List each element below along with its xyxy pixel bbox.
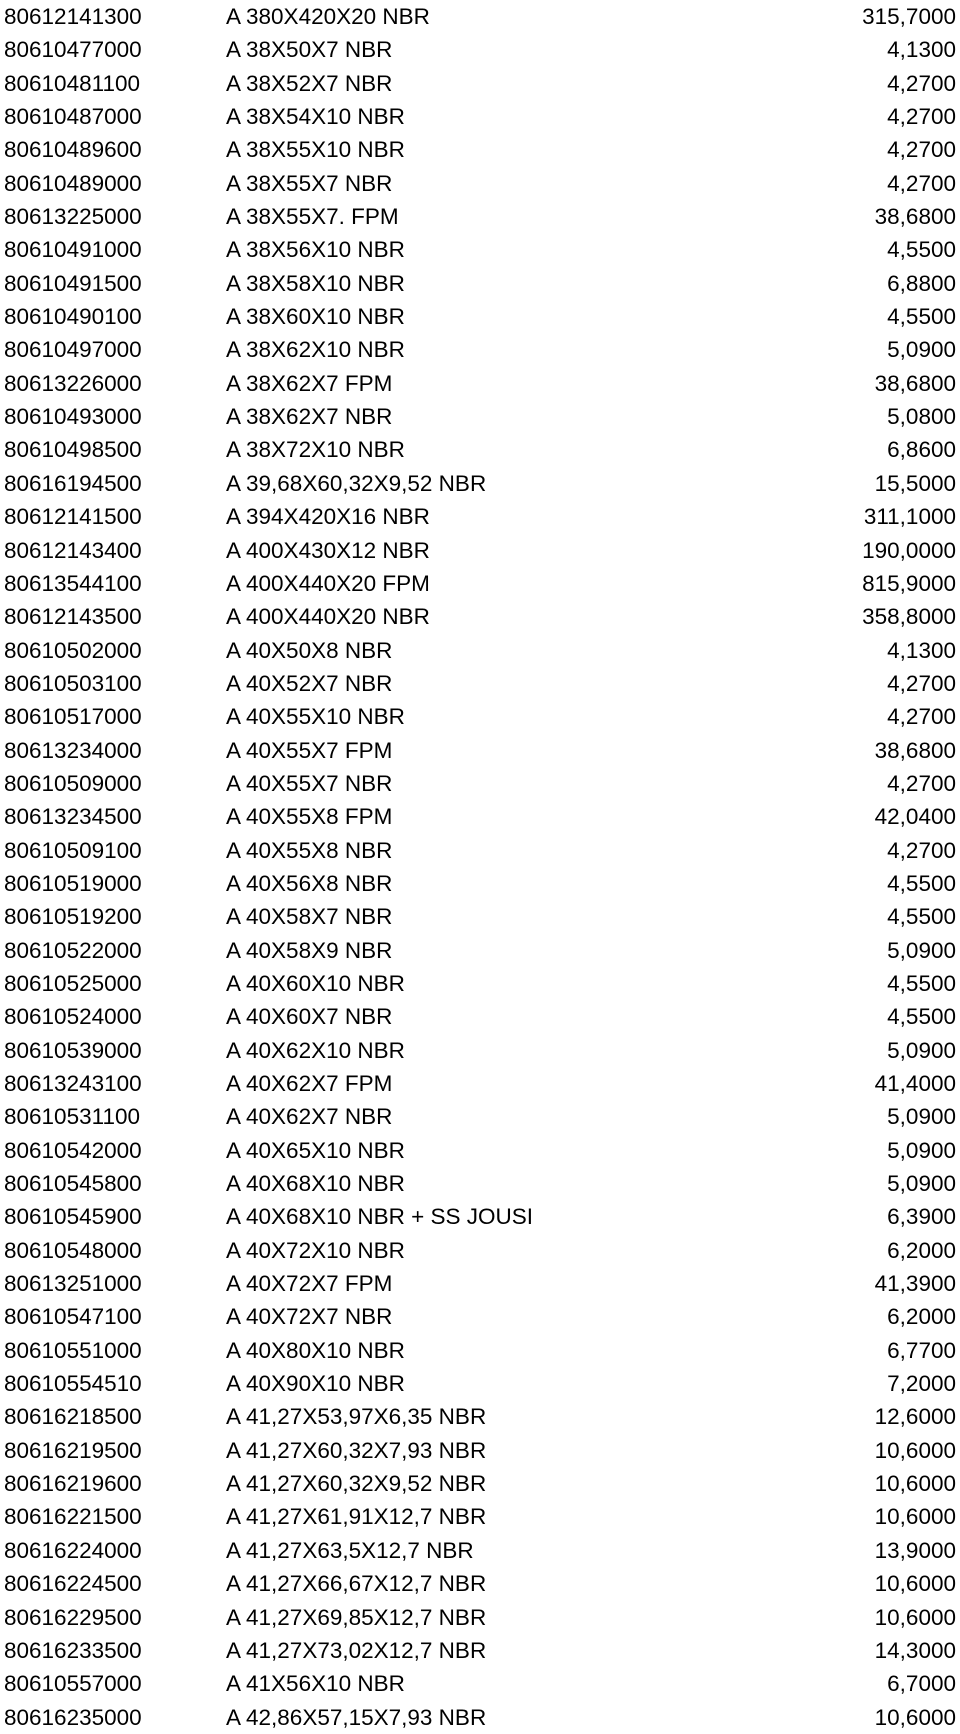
item-description: A 400X440X20 NBR	[226, 604, 430, 630]
list-item	[0, 734, 960, 767]
list-item	[0, 600, 960, 633]
item-description: A 40X58X7 NBR	[226, 904, 393, 930]
item-code: 80610522000	[4, 937, 142, 963]
list-item	[0, 667, 960, 700]
item-description: A 41,27X60,32X9,52 NBR	[226, 1471, 487, 1497]
item-code: 80610525000	[4, 970, 142, 996]
item-description: A 41,27X73,02X12,7 NBR	[226, 1637, 487, 1663]
item-description: A 42,86X57,15X7,93 NBR	[226, 1704, 487, 1730]
item-code: 80616221500	[4, 1504, 142, 1530]
list-item	[0, 1267, 960, 1300]
item-price: 6,7000	[887, 1671, 956, 1697]
item-description: A 38X55X7 NBR	[226, 170, 393, 196]
item-description: A 40X50X8 NBR	[226, 637, 393, 663]
list-item	[0, 1100, 960, 1133]
item-code: 80610489000	[4, 170, 142, 196]
item-code: 80610481100	[4, 70, 140, 96]
item-price: 6,7700	[887, 1337, 956, 1363]
item-description: A 40X72X7 FPM	[226, 1271, 393, 1297]
item-code: 80610545900	[4, 1204, 142, 1230]
item-price: 15,5000	[874, 470, 956, 496]
item-code: 80610509000	[4, 770, 142, 796]
item-code: 80610490100	[4, 304, 142, 330]
item-description: A 38X50X7 NBR	[226, 37, 393, 63]
item-price: 4,5500	[887, 237, 956, 263]
item-code: 80610524000	[4, 1004, 142, 1030]
item-code: 80616235000	[4, 1704, 142, 1730]
item-code: 80613251000	[4, 1271, 142, 1297]
item-code: 80610554510	[4, 1371, 142, 1397]
list-item	[0, 1534, 960, 1567]
item-price: 6,8800	[887, 270, 956, 296]
item-price: 4,5500	[887, 904, 956, 930]
item-description: A 40X58X9 NBR	[226, 937, 393, 963]
list-item	[0, 0, 960, 33]
item-price: 6,2000	[887, 1237, 956, 1263]
list-item	[0, 700, 960, 733]
item-code: 80610487000	[4, 104, 142, 130]
item-description: A 40X72X10 NBR	[226, 1237, 405, 1263]
item-price: 315,7000	[862, 4, 956, 29]
item-description: A 40X62X7 NBR	[226, 1104, 393, 1130]
item-price: 10,6000	[874, 1704, 956, 1730]
item-code: 80616194500	[4, 470, 142, 496]
item-price: 4,5500	[887, 870, 956, 896]
list-item	[0, 400, 960, 433]
list-item	[0, 800, 960, 833]
item-code: 80610477000	[4, 37, 142, 63]
item-price: 6,3900	[887, 1204, 956, 1230]
item-code: 80610517000	[4, 704, 142, 730]
item-code: 80610493000	[4, 404, 142, 430]
item-price: 6,8600	[887, 437, 956, 463]
item-description: A 400X430X12 NBR	[226, 537, 430, 563]
item-description: A 394X420X16 NBR	[226, 504, 430, 530]
list-item	[0, 834, 960, 867]
list-item	[0, 1334, 960, 1367]
item-description: A 40X80X10 NBR	[226, 1337, 405, 1363]
item-code: 80613234500	[4, 804, 142, 830]
item-description: A 38X54X10 NBR	[226, 104, 405, 130]
item-description: A 38X62X7 NBR	[226, 404, 393, 430]
item-description: A 40X55X8 NBR	[226, 837, 393, 863]
item-code: 80610502000	[4, 637, 142, 663]
item-code: 80613243100	[4, 1071, 142, 1096]
item-code: 80612143400	[4, 537, 142, 563]
list-item	[0, 1667, 960, 1700]
list-item	[0, 200, 960, 233]
item-code: 80610519200	[4, 904, 142, 930]
item-price: 358,8000	[862, 604, 956, 630]
list-item	[0, 1467, 960, 1500]
item-price: 815,9000	[862, 570, 956, 596]
list-item	[0, 1200, 960, 1233]
item-description: A 40X62X7 FPM	[226, 1071, 393, 1096]
list-item	[0, 1400, 960, 1433]
item-price: 7,2000	[887, 1371, 956, 1397]
list-item	[0, 1601, 960, 1634]
item-description: A 380X420X20 NBR	[226, 4, 430, 29]
item-price: 12,6000	[874, 1404, 956, 1430]
item-code: 80610557000	[4, 1671, 142, 1697]
list-item	[0, 1167, 960, 1200]
item-price: 311,1000	[863, 504, 956, 530]
item-description: A 40X55X10 NBR	[226, 704, 405, 730]
list-item	[0, 67, 960, 100]
item-price: 4,2700	[887, 170, 956, 196]
item-description: A 41,27X61,91X12,7 NBR	[226, 1504, 487, 1530]
list-item	[0, 133, 960, 166]
item-price: 4,2700	[887, 70, 956, 96]
item-description: A 38X55X7. FPM	[226, 204, 399, 230]
item-price: 10,6000	[874, 1471, 956, 1497]
item-code: 80610547100	[4, 1304, 142, 1330]
list-item	[0, 1634, 960, 1667]
item-price: 5,0900	[887, 1104, 956, 1130]
list-item	[0, 167, 960, 200]
item-price: 41,3900	[874, 1271, 956, 1297]
item-price: 5,0900	[887, 1037, 956, 1063]
list-item	[0, 1300, 960, 1333]
item-description: A 38X62X7 FPM	[226, 370, 393, 396]
item-code: 80616219600	[4, 1471, 142, 1497]
list-item	[0, 1067, 960, 1100]
item-price: 5,0900	[887, 1171, 956, 1197]
list-item	[0, 367, 960, 400]
item-price: 41,4000	[874, 1071, 956, 1096]
item-price: 5,0900	[887, 1137, 956, 1163]
item-price: 14,3000	[874, 1637, 956, 1663]
item-code: 80612143500	[4, 604, 142, 630]
item-price: 10,6000	[874, 1437, 956, 1463]
item-price: 4,2700	[887, 704, 956, 730]
item-description: A 38X62X10 NBR	[226, 337, 405, 363]
item-price: 5,0800	[887, 404, 956, 430]
item-description: A 38X52X7 NBR	[226, 70, 393, 96]
item-price: 190,0000	[862, 537, 956, 563]
item-price: 42,0400	[874, 804, 956, 830]
item-code: 80610542000	[4, 1137, 142, 1163]
item-description: A 41,27X66,67X12,7 NBR	[226, 1571, 487, 1597]
item-description: A 40X60X10 NBR	[226, 970, 405, 996]
list-item	[0, 1000, 960, 1033]
item-description: A 41,27X69,85X12,7 NBR	[226, 1604, 487, 1630]
item-price: 38,6800	[874, 370, 956, 396]
list-item	[0, 867, 960, 900]
item-description: A 40X68X10 NBR + SS JOUSI	[226, 1204, 534, 1230]
item-code: 80610491000	[4, 237, 142, 263]
item-code: 80610503100	[4, 670, 142, 696]
item-description: A 40X56X8 NBR	[226, 870, 393, 896]
item-description: A 38X56X10 NBR	[226, 237, 405, 263]
item-code: 80616233500	[4, 1637, 142, 1663]
list-item	[0, 500, 960, 533]
list-item	[0, 1567, 960, 1600]
item-code: 80616229500	[4, 1604, 142, 1630]
list-item	[0, 1234, 960, 1267]
list-item	[0, 767, 960, 800]
item-code: 80613544100	[4, 570, 142, 596]
list-item	[0, 967, 960, 1000]
list-item	[0, 934, 960, 967]
item-code: 80610551000	[4, 1337, 142, 1363]
item-code: 80610519000	[4, 870, 142, 896]
item-price: 5,0900	[887, 937, 956, 963]
item-description: A 40X55X7 NBR	[226, 770, 393, 796]
item-price: 13,9000	[874, 1537, 956, 1563]
list-item	[0, 534, 960, 567]
item-price: 38,6800	[874, 737, 956, 763]
item-code: 80612141300	[4, 4, 142, 29]
item-description: A 38X55X10 NBR	[226, 137, 405, 163]
item-code: 80616219500	[4, 1437, 142, 1463]
item-price: 10,6000	[874, 1571, 956, 1597]
item-code: 80616224000	[4, 1537, 142, 1563]
item-price: 10,6000	[874, 1504, 956, 1530]
item-price: 4,2700	[887, 837, 956, 863]
item-price: 4,5500	[887, 1004, 956, 1030]
item-description: A 40X55X8 FPM	[226, 804, 393, 830]
item-price: 4,5500	[887, 304, 956, 330]
list-item	[0, 267, 960, 300]
item-code: 80616224500	[4, 1571, 142, 1597]
item-description: A 40X52X7 NBR	[226, 670, 393, 696]
item-code: 80610489600	[4, 137, 142, 163]
item-description: A 41,27X60,32X7,93 NBR	[226, 1437, 487, 1463]
item-code: 80610545800	[4, 1171, 142, 1197]
item-code: 80610539000	[4, 1037, 142, 1063]
item-description: A 41,27X63,5X12,7 NBR	[226, 1537, 474, 1563]
list-item	[0, 333, 960, 366]
list-item	[0, 100, 960, 133]
item-description: A 38X72X10 NBR	[226, 437, 405, 463]
item-code: 80610498500	[4, 437, 142, 463]
item-price: 4,2700	[887, 104, 956, 130]
list-item	[0, 33, 960, 66]
item-code: 80610531100	[4, 1104, 140, 1130]
list-item	[0, 1434, 960, 1467]
list-item	[0, 1500, 960, 1533]
item-description: A 41X56X10 NBR	[226, 1671, 405, 1697]
item-code: 80610509100	[4, 837, 142, 863]
item-description: A 400X440X20 FPM	[226, 570, 430, 596]
item-description: A 40X60X7 NBR	[226, 1004, 393, 1030]
item-price: 4,2700	[887, 137, 956, 163]
item-description: A 38X58X10 NBR	[226, 270, 405, 296]
item-code: 80612141500	[4, 504, 142, 530]
item-description: A 40X65X10 NBR	[226, 1137, 405, 1163]
list-item	[0, 900, 960, 933]
item-code: 80613226000	[4, 370, 142, 396]
item-price: 4,2700	[887, 770, 956, 796]
item-description: A 38X60X10 NBR	[226, 304, 405, 330]
item-price: 4,5500	[887, 970, 956, 996]
item-price: 38,6800	[874, 204, 956, 230]
item-price: 10,6000	[874, 1604, 956, 1630]
item-price: 4,1300	[887, 37, 956, 63]
list-item	[0, 1701, 960, 1734]
item-description: A 40X90X10 NBR	[226, 1371, 405, 1397]
item-code: 80610548000	[4, 1237, 142, 1263]
item-description: A 40X62X10 NBR	[226, 1037, 405, 1063]
item-price: 6,2000	[887, 1304, 956, 1330]
list-item	[0, 233, 960, 266]
item-description: A 40X72X7 NBR	[226, 1304, 393, 1330]
list-item	[0, 433, 960, 466]
list-item	[0, 1134, 960, 1167]
item-code: 80610491500	[4, 270, 142, 296]
item-price: 5,0900	[887, 337, 956, 363]
item-description: A 41,27X53,97X6,35 NBR	[226, 1404, 487, 1430]
item-description: A 39,68X60,32X9,52 NBR	[226, 470, 487, 496]
item-description: A 40X55X7 FPM	[226, 737, 393, 763]
item-code: 80616218500	[4, 1404, 142, 1430]
list-item	[0, 567, 960, 600]
list-item	[0, 467, 960, 500]
item-code: 80613225000	[4, 204, 142, 230]
item-code: 80613234000	[4, 737, 142, 763]
list-item	[0, 1367, 960, 1400]
list-item	[0, 1034, 960, 1067]
item-description: A 40X68X10 NBR	[226, 1171, 405, 1197]
item-price: 4,1300	[887, 637, 956, 663]
item-price: 4,2700	[887, 670, 956, 696]
item-code: 80610497000	[4, 337, 142, 363]
list-item	[0, 634, 960, 667]
list-item	[0, 300, 960, 333]
